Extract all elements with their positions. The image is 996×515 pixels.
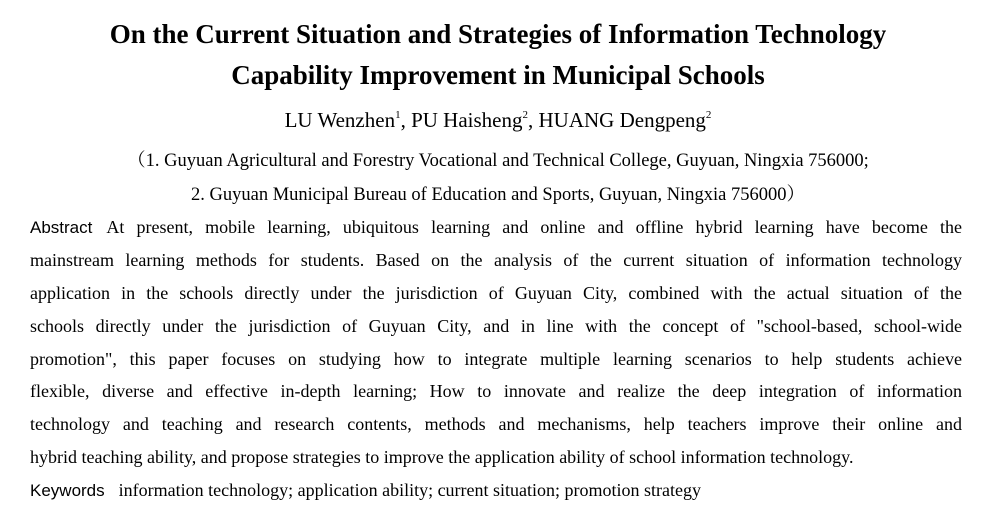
affiliation-1: （1. Guyuan Agricultural and Forestry Vocational and Technical College, Guyuan, Ningxia 756000; <box>127 151 869 171</box>
keywords-line <box>30 480 701 501</box>
author-name: LU Wenzhen <box>284 108 396 132</box>
abstract-line: flexible, diverse and effective in-depth learning; How to innovate and realize the deep integration of information <box>30 381 962 401</box>
abstract-label: Abstract <box>30 218 93 237</box>
author-affiliation-mark: 2 <box>522 109 528 121</box>
abstract-line: mainstream learning methods for students. Based on the analysis of the current situation of information technology <box>30 250 962 270</box>
author-name: PU Haisheng <box>411 108 523 132</box>
keywords-label: Keywords <box>30 481 105 500</box>
abstract-line: promotion", this paper focuses on studying how to integrate multiple learning scenarios to help students achieve <box>30 349 962 369</box>
author-name: HUANG Dengpeng <box>538 108 706 132</box>
author-affiliation-mark: 2 <box>705 109 712 121</box>
abstract-line: application in the schools directly under the jurisdiction of Guyuan City, combined with the actual situation of the <box>30 283 962 303</box>
authors: LU Wenzhen$^1$, PU Haisheng$^2$, HUANG Dengpeng$^2$ <box>284 108 712 132</box>
author-affiliation-mark: 1 <box>395 109 401 121</box>
abstract-line: schools directly under the jurisdiction of Guyuan City, and in line with the concept of "school-based, school-wide <box>30 316 962 336</box>
affiliation-2: 2. Guyuan Municipal Bureau of Education and Sports, Guyuan, Ningxia 756000） <box>191 185 805 205</box>
keywords-text: information technology; application ability; current situation; promotion strategy <box>118 480 702 500</box>
abstract-line <box>30 217 962 238</box>
paper-title-line-1: On the Current Situation and Strategies of Information Technology <box>109 19 887 49</box>
paper-title-line-2: Capability Improvement in Municipal Schools <box>231 60 765 90</box>
abstract-line: hybrid teaching ability, and propose strategies to improve the application ability of school information technology. <box>30 447 854 467</box>
abstract-line: technology and teaching and research contents, methods and mechanisms, help teachers improve their online and <box>30 414 962 434</box>
abstract-text: At present, mobile learning, ubiquitous learning and online and offline hybrid learning have become the <box>106 217 962 237</box>
